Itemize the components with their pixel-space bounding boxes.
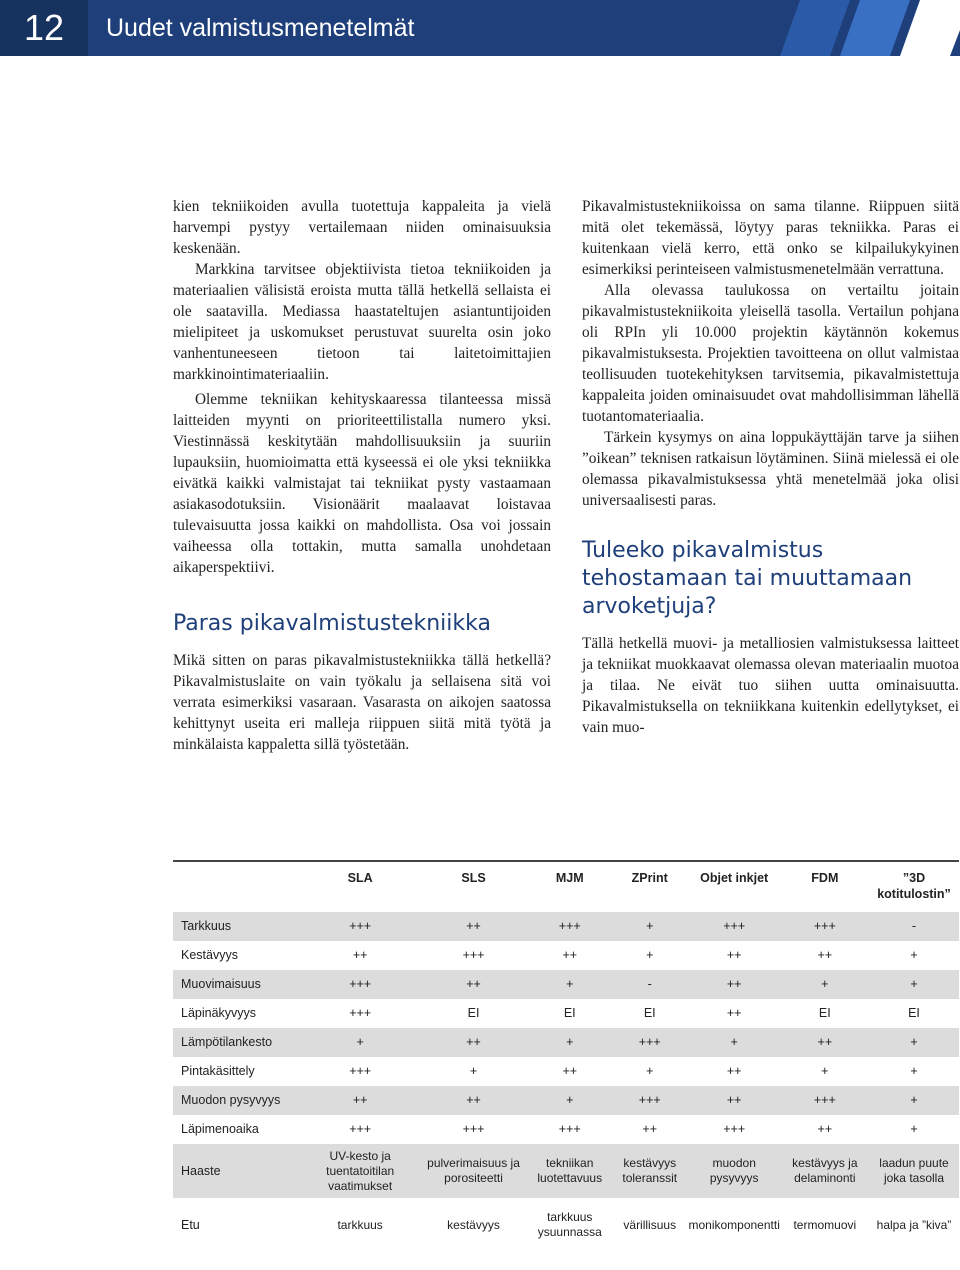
table-cell: ++ <box>781 1028 869 1057</box>
table-row <box>173 970 959 999</box>
table-cell: +++ <box>528 912 612 941</box>
paragraph: Tärkein kysymys on aina loppukäyttäjän tarve ja siihen ”oikean” teknisen ratkaisun löytäminen. Siinä mielessä ei ole olemassa pikavalmistuksessa yhtä menetelmää joka olisi universaalisesti paras. <box>582 429 959 509</box>
table-cell: laadun puute joka tasolla <box>869 1144 959 1198</box>
table-cell: ++ <box>817 1122 833 1136</box>
row-label: Lämpötilankesto <box>173 1028 301 1057</box>
paragraph: Tällä hetkellä muovi- ja metalliosien valmistuksessa laitteet ja tekniikat muokkaavat olemassa olevan materiaalin muotoa ja tilaa. Ne eivät tuo siihen uutta ominaisuutta. Pikavalmistuksella on tekniikkana kuitenkin edellytykset, ei vain muo- <box>582 635 959 736</box>
table-cell: ++ <box>419 1086 527 1115</box>
table-cell: kestävyys <box>447 1217 500 1232</box>
table-cell: +++ <box>349 1122 372 1136</box>
table-cell: +++ <box>612 1028 688 1057</box>
table-cell: - <box>869 912 959 941</box>
row-label: Läpinäkyvyys <box>181 1006 257 1020</box>
table-row <box>173 1028 959 1057</box>
column-header: MJM <box>528 861 612 912</box>
column-header: SLS <box>419 861 527 912</box>
table-cell: ++ <box>726 1006 742 1020</box>
table-cell: ++ <box>726 948 742 962</box>
section-heading: Tuleeko pikavalmistus tehostamaan tai muuttamaan arvoketjuja? <box>582 538 913 619</box>
table-cell: ++ <box>642 1122 658 1136</box>
table-cell: tarkkuus <box>337 1217 383 1232</box>
paragraph: Markkina tarvitsee objektiivista tietoa tekniikoiden ja materiaalien välisistä eroista mutta tällä hetkellä sellaista ei ole saatavilla. Mediassa haastateltujen asiantuntijoiden mielipiteet ja uskomukset perustuvat suurelta osin joko vanhentuneeseen tietoon tai laitetoimittajien markkinointimateriaaliin. <box>173 261 551 383</box>
table-cell: + <box>910 1122 918 1136</box>
row-label: Haaste <box>173 1144 301 1198</box>
table-cell: +++ <box>349 1006 372 1020</box>
table-row <box>173 1115 959 1144</box>
table-cell: UV-kesto ja tuentatoitilan vaatimukset <box>301 1144 419 1198</box>
table-cell: EI <box>818 1006 831 1020</box>
table-cell: ++ <box>726 1064 742 1078</box>
table-row <box>173 1144 959 1198</box>
left-column <box>173 196 551 755</box>
row-label: Muodon pysyvyys <box>173 1086 301 1115</box>
table-cell: + <box>869 1028 959 1057</box>
table-cell: + <box>910 1064 918 1078</box>
table-row <box>173 912 959 941</box>
row-label: Tarkkuus <box>173 912 301 941</box>
right-column <box>582 196 959 738</box>
paragraph: kien tekniikoiden avulla tuotettuja kappaleita ja vielä harvempi pystyy vertailemaan niiden ominaisuuksia keskenään. <box>173 198 551 257</box>
row-label: Etu <box>181 1217 200 1232</box>
table-row <box>173 1198 959 1252</box>
table-cell: +++ <box>462 1122 485 1136</box>
table-cell: halpa ja ”kiva” <box>876 1217 952 1232</box>
table-header-row <box>173 861 959 912</box>
table-cell: pulverimaisuus ja porositeetti <box>419 1144 527 1198</box>
comparison-table <box>173 860 959 1252</box>
table-cell: +++ <box>688 912 781 941</box>
table-cell: + <box>528 970 612 999</box>
table-cell: +++ <box>301 970 419 999</box>
table-cell: muodon pysyvyys <box>688 1144 781 1198</box>
row-label: Pintakäsittely <box>181 1064 255 1078</box>
table-row <box>173 1057 959 1086</box>
row-label: Läpimenoaika <box>181 1122 259 1136</box>
column-header: SLA <box>301 861 419 912</box>
column-header: ZPrint <box>612 861 688 912</box>
table-cell: + <box>781 970 869 999</box>
table-cell: tarkkuus ysuunnassa <box>537 1210 602 1239</box>
table-cell: - <box>612 970 688 999</box>
table-cell: monikomponentti <box>688 1217 780 1232</box>
table-cell: + <box>688 1028 781 1057</box>
paragraph: Olemme tekniikan kehityskaaressa tilanteessa missä laitteiden myynti on prioriteettilistalla numero yksi. Viestinnässä keskitytään mahdollisuuksiin ja suuriin lupauksiin, huomioimatta että kyseessä ei ole yksi tekniikka eivätkä kaikki valmistajat tai tekniikat pysty vastaamaan asiakasodotuksiin. Visionäärit maalaavat loistavaa tulevaisuutta jossa kaikki on mahdollista. Osa voi jossain vaiheessa olla tottakin, mutta samalla unohdetaan aikaperspektiivi. <box>173 391 551 576</box>
column-header: ”3D kotitulostin” <box>869 861 959 912</box>
table-cell: +++ <box>781 912 869 941</box>
table-cell: EI <box>908 1006 920 1020</box>
table-cell: +++ <box>558 1122 581 1136</box>
table-cell: EI <box>643 1006 656 1020</box>
table-cell: EI <box>467 1006 480 1020</box>
table-cell: ++ <box>352 948 368 962</box>
page-number: 12 <box>0 0 88 56</box>
table-cell: ++ <box>419 1028 527 1057</box>
table-cell: + <box>612 912 688 941</box>
table-cell: ++ <box>301 1086 419 1115</box>
table-cell: + <box>469 1064 478 1078</box>
table-cell: + <box>910 948 918 962</box>
column-header: FDM <box>781 861 869 912</box>
paragraph: Alla olevassa taulukossa on vertailtu joitain pikavalmistustekniikoita yleisellä tasolla. Vertailun pohjana oli RPIn yli 10.000 projektin käytännön kokemus pikavalmistuksesta. Projektien tavoitteena on ollut valmistaa teollisuuden tuotekehityksen tarvitsemia, pikavalmistettuja kappaleita joiden ominaisuudet ovat mahdollisimman lähellä tuotantomateriaalia. <box>582 282 959 425</box>
table-cell: ++ <box>688 1086 781 1115</box>
table-cell: ++ <box>419 970 527 999</box>
paragraph: Pikavalmistustekniikoissa on sama tilanne. Riippuen siitä mitä olet tekemässä, löytyy paras tekniikka. Paras ei kuitenkaan vielä kerro, että onko se kilpailukykyinen esimerkiksi perinteiseen valmistusmenetelmään verrattuna. <box>582 198 959 278</box>
table-cell: + <box>528 1086 612 1115</box>
column-header: Objet inkjet <box>688 861 781 912</box>
table-cell: kestävyys ja delaminonti <box>781 1144 869 1198</box>
table-cell: tekniikan luotettavuus <box>528 1144 612 1198</box>
column-header <box>173 861 301 912</box>
table-cell: +++ <box>723 1122 746 1136</box>
table-cell: ++ <box>562 948 578 962</box>
table-cell: + <box>301 1028 419 1057</box>
section-title: Uudet valmistusmenetelmät <box>106 14 415 42</box>
paragraph: Mikä sitten on paras pikavalmistustekniikka tällä hetkellä? Pikavalmistuslaite on vain työkalu ja sellaisena sitä voi verrata esimerkiksi vasaraan. Vasarasta on aikojen saatossa kehittynyt useita eri malleja riippuen siitä mitä työtä ja minkälaista kappaletta sillä työstetään. <box>173 652 551 753</box>
table-cell: ++ <box>562 1064 578 1078</box>
comparison-table-container <box>173 860 959 1254</box>
table-row <box>173 999 959 1028</box>
table-cell: ++ <box>419 912 527 941</box>
table-cell: +++ <box>612 1086 688 1115</box>
table-cell: +++ <box>781 1086 869 1115</box>
page-header <box>0 0 960 56</box>
table-cell: ++ <box>688 970 781 999</box>
table-cell: + <box>646 948 654 962</box>
table-cell: +++ <box>349 1064 372 1078</box>
table-cell: + <box>821 1064 829 1078</box>
header-stripes-decoration <box>780 0 960 56</box>
table-cell: +++ <box>462 948 485 962</box>
table-cell: + <box>869 1086 959 1115</box>
row-label: Kestävyys <box>181 948 238 962</box>
table-cell: kestävyys toleranssit <box>612 1144 688 1198</box>
row-label: Muovimaisuus <box>173 970 301 999</box>
table-cell: termomuovi <box>793 1217 857 1232</box>
table-cell: + <box>646 1064 654 1078</box>
table-row <box>173 1086 959 1115</box>
table-cell: + <box>869 970 959 999</box>
section-heading: Paras pikavalmistustekniikka <box>173 611 491 636</box>
table-cell: + <box>528 1028 612 1057</box>
table-row <box>173 941 959 970</box>
table-cell: +++ <box>301 912 419 941</box>
table-cell: EI <box>563 1006 576 1020</box>
table-cell: värillisuus <box>623 1217 677 1232</box>
table-cell: ++ <box>817 948 833 962</box>
